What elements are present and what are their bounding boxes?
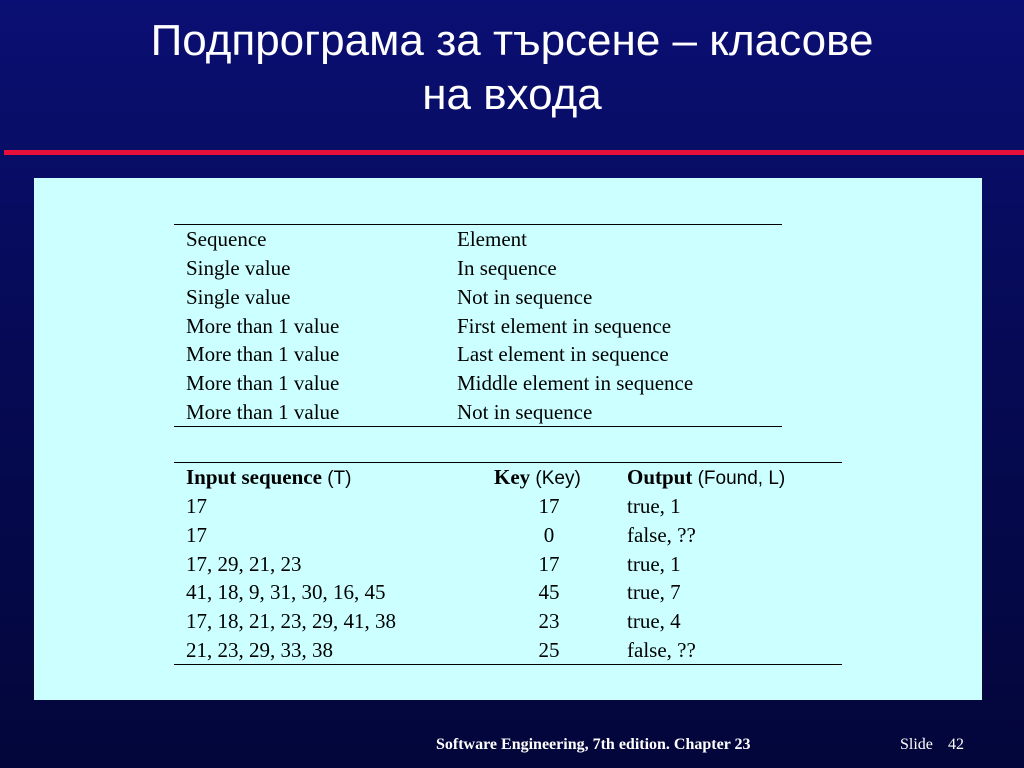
footer-slide-label: Slide bbox=[900, 736, 933, 753]
cell-sequence: More than 1 value bbox=[186, 400, 340, 424]
column-header-input bbox=[186, 463, 351, 493]
cell-key: 17 bbox=[538, 551, 560, 576]
cell-element: First element in sequence bbox=[457, 313, 672, 338]
cell-key: 45 bbox=[538, 580, 560, 605]
cell-element: Last element in sequence bbox=[457, 342, 669, 367]
column-header-output bbox=[627, 463, 785, 493]
footer-book-title: Software Engineering, 7th edition. Chapter 23 bbox=[436, 736, 751, 753]
cell-sequence: Single value bbox=[186, 284, 291, 309]
table-bottom-rule bbox=[174, 664, 842, 665]
content-panel bbox=[34, 178, 982, 700]
cell-element: Not in sequence bbox=[457, 400, 593, 424]
cell-sequence: More than 1 value bbox=[186, 342, 340, 367]
column-header-key-note: (Key) bbox=[535, 468, 581, 489]
cell-output: true, 1 bbox=[627, 551, 681, 576]
column-header-key-label: Key bbox=[494, 465, 531, 489]
column-header-input-note: (T) bbox=[327, 468, 352, 489]
cell-input-sequence: 17, 29, 21, 23 bbox=[186, 551, 302, 576]
cell-element: Not in sequence bbox=[457, 284, 593, 309]
cell-output: true, 4 bbox=[627, 609, 681, 634]
column-header-sequence: Sequence bbox=[186, 227, 267, 251]
title-line-2: на входа bbox=[422, 70, 602, 119]
partitions-table bbox=[174, 224, 782, 428]
column-header-key bbox=[494, 463, 581, 493]
column-header-output-note: (Found, L) bbox=[697, 468, 786, 489]
column-header-input-label: Input sequence bbox=[186, 465, 322, 489]
test-cases-table bbox=[174, 462, 842, 666]
cell-sequence: More than 1 value bbox=[186, 313, 340, 338]
cell-output: false, ?? bbox=[627, 522, 696, 547]
cell-output: true, 1 bbox=[627, 494, 681, 518]
slide-title bbox=[0, 14, 1024, 122]
title-divider bbox=[4, 150, 1024, 155]
cell-input-sequence: 21, 23, 29, 33, 38 bbox=[186, 638, 333, 662]
footer-slide-number: 42 bbox=[948, 736, 964, 753]
cell-element: In sequence bbox=[457, 256, 557, 280]
cell-sequence: More than 1 value bbox=[186, 371, 340, 396]
column-header-output-label: Output bbox=[627, 465, 693, 489]
cell-key: 25 bbox=[538, 638, 560, 662]
cell-input-sequence: 17 bbox=[186, 522, 207, 547]
cell-element: Middle element in sequence bbox=[457, 371, 694, 396]
table-bottom-rule bbox=[174, 426, 782, 427]
cell-input-sequence: 17 bbox=[186, 494, 207, 518]
cell-key: 0 bbox=[543, 522, 555, 547]
cell-sequence: Single value bbox=[186, 256, 291, 280]
column-header-element: Element bbox=[457, 227, 527, 251]
title-line-1: Подпрограма за търсене – класове bbox=[150, 16, 874, 65]
cell-input-sequence: 17, 18, 21, 23, 29, 41, 38 bbox=[186, 609, 396, 634]
cell-key: 17 bbox=[538, 494, 560, 518]
cell-output: false, ?? bbox=[627, 638, 696, 662]
cell-key: 23 bbox=[538, 609, 560, 634]
cell-output: true, 7 bbox=[627, 580, 681, 605]
cell-input-sequence: 41, 18, 9, 31, 30, 16, 45 bbox=[186, 580, 386, 605]
